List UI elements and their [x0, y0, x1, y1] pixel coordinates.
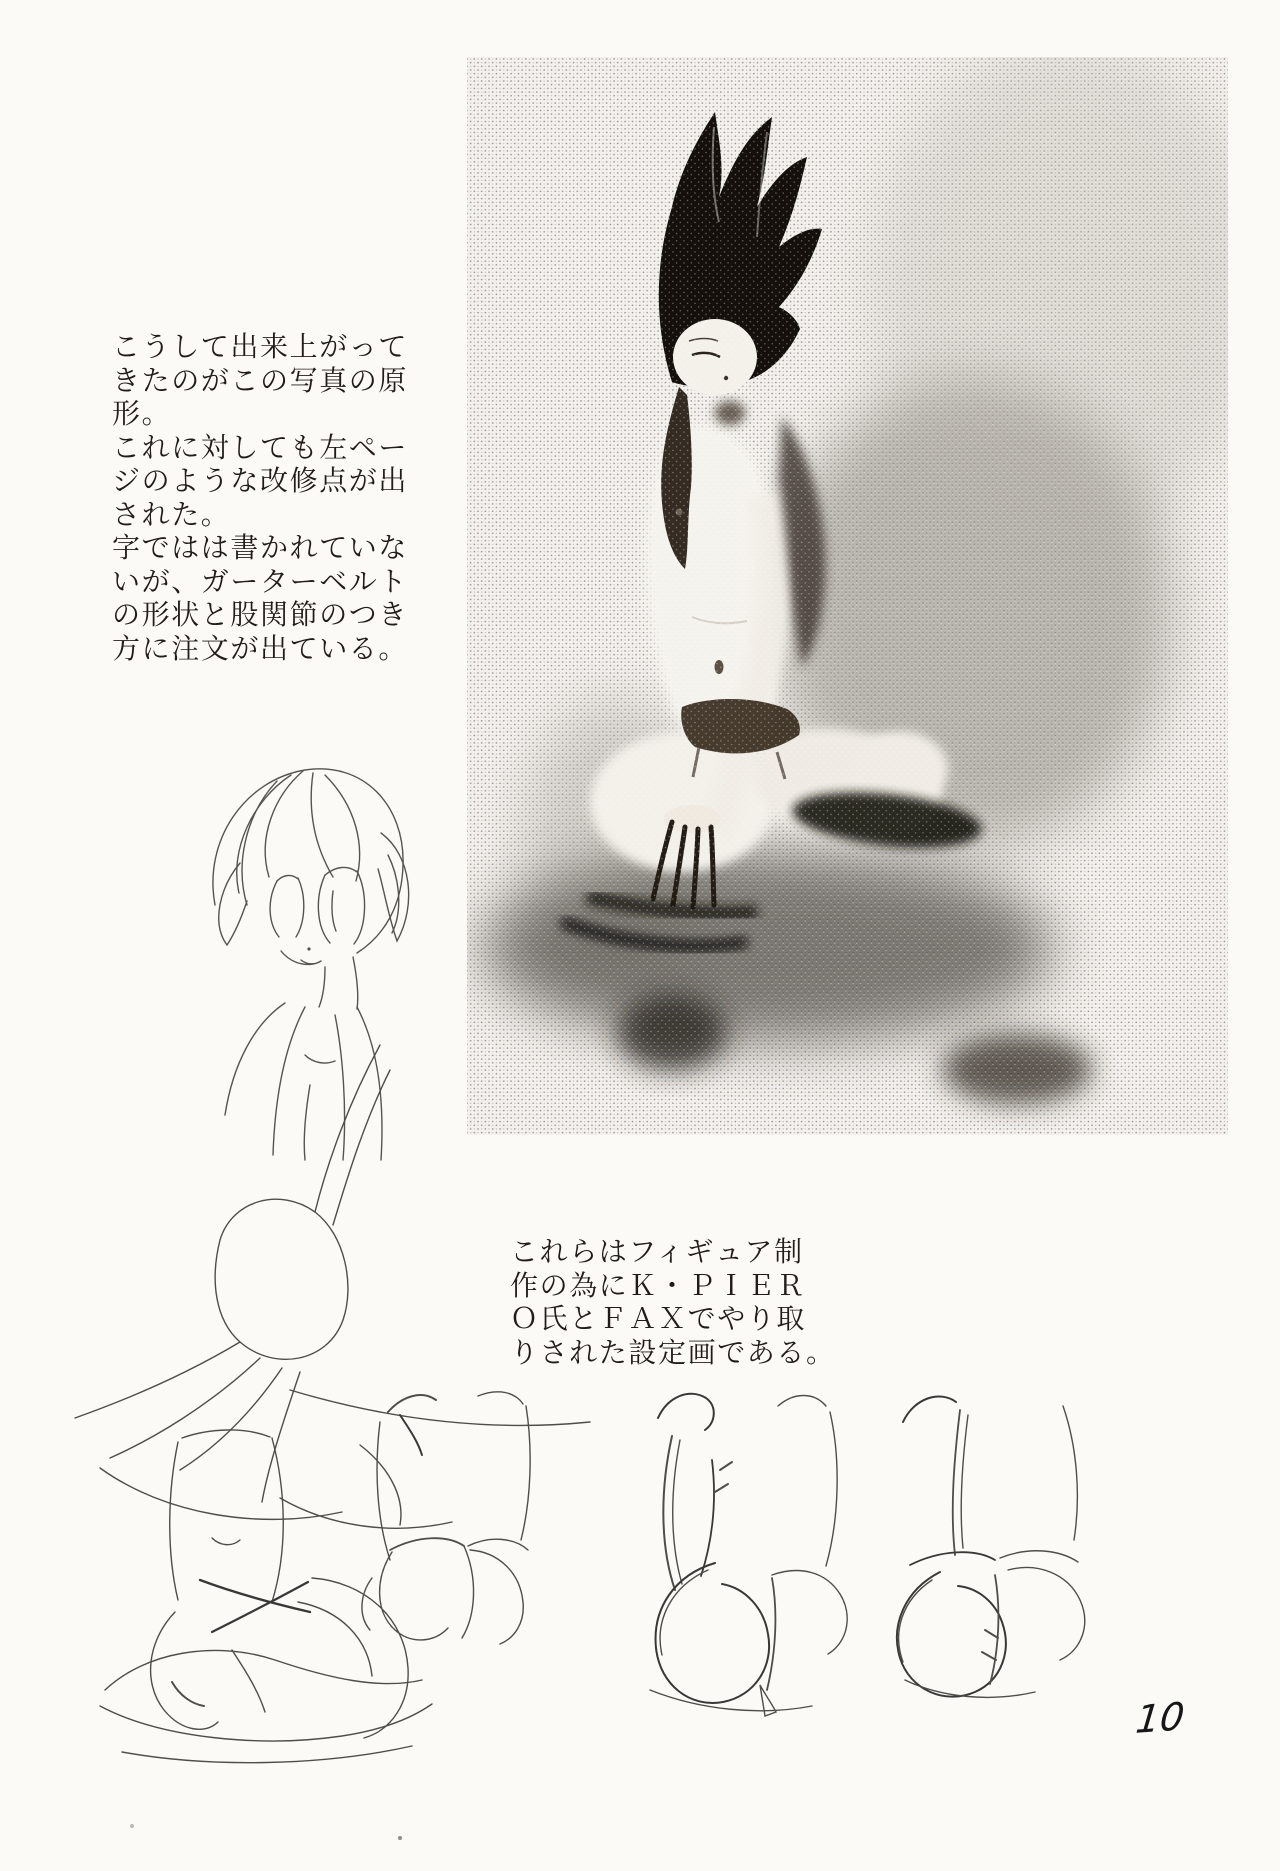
left-note-line: の形状と股関節のつき: [112, 600, 409, 631]
sketch-kneeling-back-1: [362, 1392, 530, 1644]
bottom-sketches: [60, 990, 1140, 1810]
chibi-head: [213, 769, 409, 953]
scan-artifact-dot: [398, 1836, 402, 1840]
caption-note-line: 作の為にＫ・ＰＩＥＲ: [510, 1270, 807, 1302]
left-note-line: いが、ガーターベルト: [112, 566, 409, 598]
caption-note-line: Ｏ氏とＦＡＸでやり取: [510, 1304, 807, 1335]
caption-note-line: これらはフィギュア制: [510, 1237, 804, 1268]
sketch-bent-figure: [75, 1045, 590, 1528]
page-number: 10: [1133, 1694, 1187, 1742]
chibi-face-marks: [281, 947, 321, 964]
bottom-sketches-illustration: [60, 990, 1140, 1810]
left-note-line: 字ではは書かれていな: [112, 533, 409, 564]
clay-figure-photo: [467, 57, 1228, 1135]
sketch-kneeling-back-3: [897, 1396, 1085, 1697]
chibi-eyes: [270, 867, 364, 944]
left-note-line: こうして出来上がって: [112, 332, 409, 363]
left-note-line: 形。: [112, 399, 172, 430]
left-note-line: きたのがこの写真の原: [112, 365, 409, 397]
left-note-line: された。: [112, 499, 231, 531]
scan-artifact-dot: [130, 1824, 134, 1828]
left-note-line: 方に注文が出ている。: [112, 633, 409, 665]
left-note: [112, 331, 408, 666]
left-note-line: ジのような改修点が出: [112, 466, 409, 497]
left-note-line: これに対しても左ペー: [112, 432, 409, 464]
caption-note-line: りされた設定画である。: [510, 1337, 836, 1369]
sketch-kneeling-back-2: [650, 1394, 847, 1716]
clay-figure-photo-illustration: [467, 57, 1228, 1135]
halftone-overlay: [467, 57, 1228, 1135]
